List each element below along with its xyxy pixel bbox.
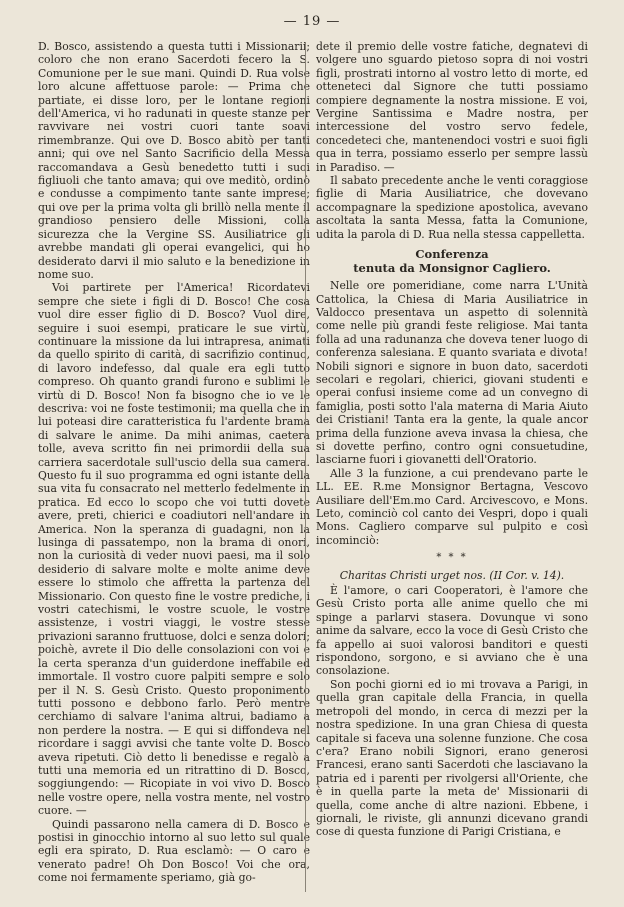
- paragraph: È l'amore, o cari Cooperatori, è l'amore che Gesù Cristo porta alle anime quello che mi spinge a parlarvi stasera. Dovunque vi sono anime da salvare, ecco la voce di Gesù Cristo che fa appello ai suoi valorosi banditori e questi rispondono, sorgono, e si avviano che è una consolazione.: [316, 584, 588, 678]
- paragraph: Nelle ore pomeridiane, come narra L'Unità Cattolica, la Chiesa di Maria Ausiliatrice in Valdocco presentava un aspetto di solennità come nelle più grandi feste religiose. Mai tanta folla ad una radunanza che doveva tener luogo di conferenza salesiana. E quanto svariata e divota! Nobili signori e signore in buon dato, sacerdoti secolari e regolari, chierici, giovani studenti e operai confusi insieme come ad un convegno di famiglia, posti sotto l'ala materna di Maria Aiuto dei Cristiani! Tanta era la gente, la quale ancor prima della funzione aveva invasa la chiesa, che si dovette perfino, contro ogni consuetudine, lasciarne fuori i giovanetti dell'Oratorio.: [316, 279, 588, 467]
- paragraph: Alle 3 la funzione, a cui prendevano parte le LL. EE. R.me Monsignor Bertagna, Vescovo Ausiliare dell'Em.mo Card. Arcivescovo, e Mons. Leto, cominciò col canto dei Vespri, dopo i quali Mons. Cagliero comparve sul pulpito e così incominciò:: [316, 466, 588, 547]
- right-column: [316, 40, 588, 895]
- page-number: — 19 —: [283, 14, 341, 29]
- paragraph: dete il premio delle vostre fatiche, degnatevi di volgere uno sguardo pietoso sopra di noi vostri figli, prostrati intorno al vostro letto di morte, ed otteneteci dal Signore che tutti possiamo compiere degnamente la nostra missione. E voi, Vergine Santissima e Madre nostra, per intercessione del vostro servo fedele, concedeteci che, mantenendoci vostri e suoi figli qua in terra, possiamo esserlo per sempre lassù in Paradiso. —: [316, 40, 588, 174]
- paragraph: Son pochi giorni ed io mi trovava a Parigi, in quella gran capitale della Francia, in quella metropoli del mondo, in cerca di mezzi per la nostra spedizione. In una gran Chiesa di questa capitale si faceva una solenne funzione. Che cosa c'era? Erano nobili Signori, erano generosi Francesi, erano santi Sacerdoti che lasciavano la patria ed i parenti per rivolgersi all'Oriente, che è in quella parte la meta de' Missionarii di quella, come anche di altre nazioni. Ebbene, i giornali, le riviste, gli annunzi dicevano grandi cose di questa funzione di Parigi Cristiana, e: [316, 677, 588, 839]
- heading-line: Conferenza: [415, 247, 489, 262]
- paragraph: Il sabato precedente anche le venti coraggiose figlie di Maria Ausiliatrice, che dovevano accompagnare la spedizione apostolica, avevano ascoltata la santa Messa, fatta la Comunione, udita la parola di D. Rua nella stessa cappelletta.: [316, 174, 588, 241]
- paragraph: D. Bosco, assistendo a questa tutti i Missionarii; coloro che non erano Sacerdoti fecero la S. Comunione per le sue mani. Quindi D. Rua volse loro alcune affettuose parole: — Prima che partiate, ei disse loro, per le lontane regioni dell'America, vi ho radunati in queste stanze per ravvivare nei vostri cuori tante soavi rimembranze. Qui ove D. Bosco abitò per tanti anni; qui ove nel Santo Sacrificio della Messa raccomandava a Gesù benedetto tutti i suoi figliuoli che tanto amava; qui ove meditò, ordinò e condusse a compimento tante sante imprese; qui ove per la prima volta gli brillò nella mente il grandioso pensiero delle Missioni, colla sicurezza che la Vergine SS. Ausiliatrice gli avrebbe mandati gli operai evangelici, qui ho desiderato darvi il mio saluto e la benedizione in nome suo.: [38, 40, 310, 281]
- left-column: [38, 40, 310, 895]
- column-divider: [305, 42, 306, 892]
- section-heading: [316, 247, 588, 275]
- epigraph-quote: Charitas Christi urget nos. (II Cor. v. 14).: [339, 568, 565, 582]
- asterism: * * *: [436, 552, 468, 564]
- paragraph: Quindi passarono nella camera di D. Bosco e postisi in ginocchio intorno al suo letto sul quale egli era spirato, D. Rua esclamò: — O caro e venerato padre! Oh Don Bosco! Voi che ora, come noi fermamente speriamo, già go-: [38, 817, 310, 885]
- heading-line: tenuta da Monsignor Cagliero.: [353, 261, 551, 276]
- paragraph: Voi partirete per l'America! Ricordatevi sempre che siete i figli di D. Bosco! Che cosa vuol dire esser figlio di D. Bosco? Vuol dire, seguire i suoi esempi, praticare le sue virtù, continuare la missione da lui intrapresa, animati da quello spirito di carità, di sacrifizio continuo, di lavoro indefesso, dal quale era egli tutto compreso. Oh quanto grandi furono e sublimi le virtù di D. Bosco! Non fa bisogno che io ve le descriva: voi ne foste testimonii; ma quella che in lui poteasi dire caratteristica fu l'ardente brama di salvare le anime. Da mihi animas, caetera tolle, aveva scritto fin nei primordii della sua carriera sacerdotale sull'uscio della sua camera. Questo fu il suo programma ed ogni istante della sua vita fu consacrato nel metterlo fedelmente in pratica. Ed ecco lo scopo che voi tutti dovete avere, preti, chierici e coadiutori nell'andare in America. Non la speranza di guadagni, non la lusinga di passatempo, non la brama di onori, non la curiosità di veder nuovi paesi, ma il solo desiderio di salvare molte e molte anime deve essere lo stimolo che affretta la partenza del Missionario. Con questo fine le vostre prediche, i vostri catechismi, le vostre scuole, le vostre assistenze, i vostri viaggi, le vostre stesse privazioni saranno fruttuose, dolci e senza dolori; poichè, avrete il Dio delle consolazioni con voi e la certa speranza d'un guiderdone ineffabile ed immortale. Il vostro cuore palpiti sempre e solo per il N. S. Gesù Cristo. Questo proponimento tutti possono e debbono farlo. Però mentre cerchiamo di salvare l'anima altrui, badiamo a non perdere la nostra. — E qui si diffondeva nel ricordare i saggi avvisi che tante volte D. Bosco aveva ripetuti. Ciò detto li benedisse e regalò a tutti una memoria ed un ritrattino di D. Bosco, soggiungendo: — Ricopiate in voi vivo D. Bosco nelle vostre opere, nella vostra mente, nel vostro cuore. —: [38, 281, 310, 818]
